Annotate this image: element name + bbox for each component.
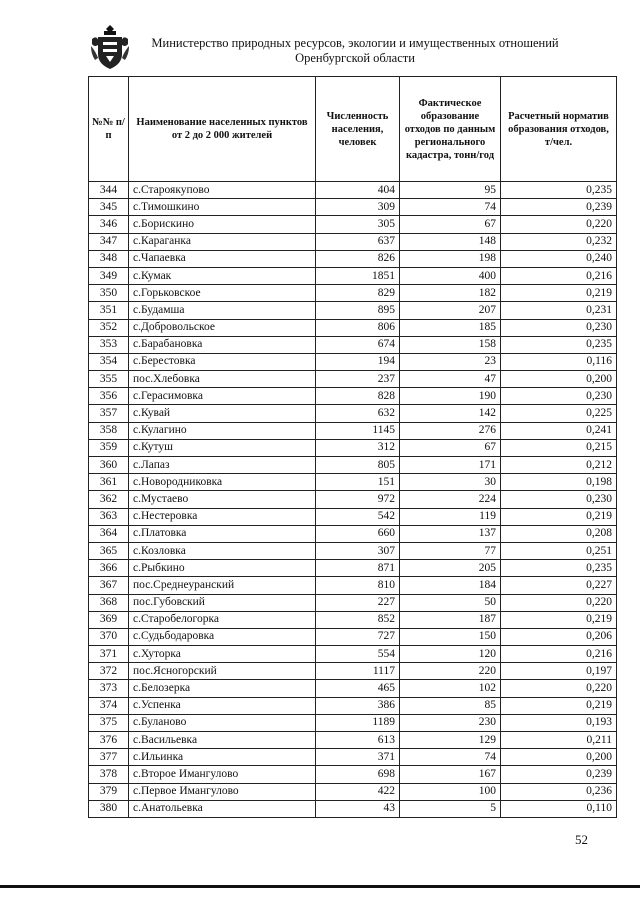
population: 810 (316, 577, 400, 594)
waste-norm: 0,206 (501, 628, 617, 645)
row-number: 375 (89, 714, 129, 731)
settlement-name: с.Барабановка (129, 336, 316, 353)
population: 151 (316, 474, 400, 491)
waste-norm: 0,220 (501, 216, 617, 233)
table-row (89, 766, 617, 783)
population: 727 (316, 628, 400, 645)
settlement-name: с.Караганка (129, 233, 316, 250)
table-row (89, 646, 617, 663)
actual-waste: 67 (400, 439, 501, 456)
actual-waste: 85 (400, 697, 501, 714)
table-row (89, 732, 617, 749)
table-row (89, 353, 617, 370)
row-number: 373 (89, 680, 129, 697)
waste-norms-table (88, 76, 617, 818)
row-number: 351 (89, 302, 129, 319)
settlement-name: с.Старобелогорка (129, 611, 316, 628)
waste-norm: 0,219 (501, 611, 617, 628)
table-row (89, 783, 617, 800)
actual-waste: 150 (400, 628, 501, 645)
waste-norm: 0,241 (501, 422, 617, 439)
table-row (89, 525, 617, 542)
waste-norm: 0,235 (501, 560, 617, 577)
waste-norm: 0,235 (501, 336, 617, 353)
population: 309 (316, 199, 400, 216)
waste-norm: 0,230 (501, 388, 617, 405)
waste-norm: 0,251 (501, 542, 617, 559)
row-number: 361 (89, 474, 129, 491)
waste-norm: 0,232 (501, 233, 617, 250)
population: 422 (316, 783, 400, 800)
settlement-name: с.Лапаз (129, 457, 316, 474)
waste-norm: 0,116 (501, 353, 617, 370)
actual-waste: 171 (400, 457, 501, 474)
row-number: 365 (89, 542, 129, 559)
row-number: 350 (89, 285, 129, 302)
table-row (89, 371, 617, 388)
waste-norm: 0,240 (501, 250, 617, 267)
table-row (89, 680, 617, 697)
waste-norm: 0,110 (501, 800, 617, 817)
population: 1117 (316, 663, 400, 680)
row-number: 380 (89, 800, 129, 817)
settlement-name: с.Будамша (129, 302, 316, 319)
settlement-name: с.Новородниковка (129, 474, 316, 491)
table-row (89, 474, 617, 491)
row-number: 352 (89, 319, 129, 336)
settlement-name: с.Староякупово (129, 182, 316, 199)
waste-norm: 0,220 (501, 594, 617, 611)
actual-waste: 185 (400, 319, 501, 336)
row-number: 374 (89, 697, 129, 714)
table-row (89, 663, 617, 680)
table-row (89, 697, 617, 714)
waste-norm: 0,219 (501, 697, 617, 714)
population: 305 (316, 216, 400, 233)
settlement-name: с.Добровольское (129, 319, 316, 336)
settlement-name: с.Козловка (129, 542, 316, 559)
population: 554 (316, 646, 400, 663)
waste-norm: 0,198 (501, 474, 617, 491)
population: 194 (316, 353, 400, 370)
settlement-name: пос.Губовский (129, 594, 316, 611)
table-row (89, 714, 617, 731)
actual-waste: 5 (400, 800, 501, 817)
population: 895 (316, 302, 400, 319)
column-header-actual-waste: Фактическое образование отходов по данным регионального кадастра, тонн/год (400, 77, 501, 182)
settlement-name: с.Мустаево (129, 491, 316, 508)
actual-waste: 276 (400, 422, 501, 439)
population: 826 (316, 250, 400, 267)
waste-norm: 0,220 (501, 680, 617, 697)
settlement-name: с.Кутуш (129, 439, 316, 456)
actual-waste: 187 (400, 611, 501, 628)
table-row (89, 302, 617, 319)
waste-norm: 0,227 (501, 577, 617, 594)
row-number: 360 (89, 457, 129, 474)
population: 227 (316, 594, 400, 611)
settlement-name: с.Герасимовка (129, 388, 316, 405)
settlement-name: с.Тимошкино (129, 199, 316, 216)
settlement-name: с.Васильевка (129, 732, 316, 749)
settlement-name: с.Нестеровка (129, 508, 316, 525)
actual-waste: 158 (400, 336, 501, 353)
population: 542 (316, 508, 400, 525)
settlement-name: с.Чапаевка (129, 250, 316, 267)
row-number: 346 (89, 216, 129, 233)
settlement-name: с.Буланово (129, 714, 316, 731)
actual-waste: 95 (400, 182, 501, 199)
actual-waste: 167 (400, 766, 501, 783)
table-row (89, 216, 617, 233)
waste-norm: 0,219 (501, 285, 617, 302)
population: 465 (316, 680, 400, 697)
population: 1189 (316, 714, 400, 731)
actual-waste: 224 (400, 491, 501, 508)
population: 307 (316, 542, 400, 559)
settlement-name: с.Рыбкино (129, 560, 316, 577)
header-line-1: Министерство природных ресурсов, экологии и имущественных отношений (151, 36, 559, 50)
row-number: 349 (89, 267, 129, 284)
settlement-name: с.Успенка (129, 697, 316, 714)
row-number: 372 (89, 663, 129, 680)
row-number: 369 (89, 611, 129, 628)
settlement-name: с.Второе Имангулово (129, 766, 316, 783)
waste-norm: 0,231 (501, 302, 617, 319)
actual-waste: 184 (400, 577, 501, 594)
actual-waste: 230 (400, 714, 501, 731)
waste-norm: 0,236 (501, 783, 617, 800)
table-row (89, 182, 617, 199)
row-number: 348 (89, 250, 129, 267)
row-number: 364 (89, 525, 129, 542)
waste-norm: 0,211 (501, 732, 617, 749)
actual-waste: 23 (400, 353, 501, 370)
table-row (89, 267, 617, 284)
population: 637 (316, 233, 400, 250)
population: 852 (316, 611, 400, 628)
column-header-norm: Расчетный норматив образования отходов, т/чел. (501, 77, 617, 182)
settlement-name: с.Судьбодаровка (129, 628, 316, 645)
bottom-divider (0, 885, 640, 888)
actual-waste: 120 (400, 646, 501, 663)
table-row (89, 577, 617, 594)
population: 371 (316, 749, 400, 766)
settlement-name: пос.Среднеуранский (129, 577, 316, 594)
settlement-name: с.Платовка (129, 525, 316, 542)
waste-norm: 0,239 (501, 199, 617, 216)
population: 806 (316, 319, 400, 336)
population: 674 (316, 336, 400, 353)
column-header-population: Численность населения, человек (316, 77, 400, 182)
row-number: 344 (89, 182, 129, 199)
settlement-name: с.Белозерка (129, 680, 316, 697)
table-row (89, 800, 617, 817)
actual-waste: 100 (400, 783, 501, 800)
waste-norm: 0,219 (501, 508, 617, 525)
table-row (89, 594, 617, 611)
population: 312 (316, 439, 400, 456)
actual-waste: 182 (400, 285, 501, 302)
actual-waste: 205 (400, 560, 501, 577)
column-header-number: №№ п/п (89, 77, 129, 182)
settlement-name: с.Ильинка (129, 749, 316, 766)
settlement-name: с.Кулагино (129, 422, 316, 439)
waste-norm: 0,197 (501, 663, 617, 680)
settlement-name: с.Берестовка (129, 353, 316, 370)
settlement-name: с.Анатольевка (129, 800, 316, 817)
table-row (89, 457, 617, 474)
settlement-name: с.Кувай (129, 405, 316, 422)
row-number: 378 (89, 766, 129, 783)
waste-norm: 0,200 (501, 371, 617, 388)
population: 386 (316, 697, 400, 714)
row-number: 379 (89, 783, 129, 800)
table-row (89, 285, 617, 302)
population: 1145 (316, 422, 400, 439)
settlement-name: пос.Хлебовка (129, 371, 316, 388)
row-number: 359 (89, 439, 129, 456)
row-number: 362 (89, 491, 129, 508)
table-row (89, 422, 617, 439)
row-number: 357 (89, 405, 129, 422)
table-header-row (89, 77, 617, 182)
row-number: 345 (89, 199, 129, 216)
actual-waste: 67 (400, 216, 501, 233)
coat-of-arms-icon (89, 24, 131, 70)
actual-waste: 137 (400, 525, 501, 542)
population: 829 (316, 285, 400, 302)
table-row (89, 388, 617, 405)
table-row (89, 611, 617, 628)
row-number: 367 (89, 577, 129, 594)
population: 972 (316, 491, 400, 508)
population: 871 (316, 560, 400, 577)
column-header-settlement: Наименование населенных пунктов от 2 до 2 000 жителей (129, 77, 316, 182)
row-number: 371 (89, 646, 129, 663)
table-row (89, 439, 617, 456)
row-number: 366 (89, 560, 129, 577)
waste-norm: 0,193 (501, 714, 617, 731)
population: 660 (316, 525, 400, 542)
row-number: 376 (89, 732, 129, 749)
actual-waste: 148 (400, 233, 501, 250)
actual-waste: 47 (400, 371, 501, 388)
table-row (89, 250, 617, 267)
settlement-name: с.Горьковское (129, 285, 316, 302)
waste-norm: 0,235 (501, 182, 617, 199)
waste-norm: 0,212 (501, 457, 617, 474)
row-number: 353 (89, 336, 129, 353)
population: 698 (316, 766, 400, 783)
actual-waste: 220 (400, 663, 501, 680)
table-row (89, 233, 617, 250)
settlement-name: с.Кумак (129, 267, 316, 284)
population: 404 (316, 182, 400, 199)
settlement-name: с.Борискино (129, 216, 316, 233)
table-row (89, 560, 617, 577)
actual-waste: 74 (400, 749, 501, 766)
row-number: 363 (89, 508, 129, 525)
row-number: 370 (89, 628, 129, 645)
actual-waste: 74 (400, 199, 501, 216)
population: 632 (316, 405, 400, 422)
row-number: 377 (89, 749, 129, 766)
actual-waste: 142 (400, 405, 501, 422)
page-number: 52 (575, 832, 588, 847)
waste-norm: 0,208 (501, 525, 617, 542)
row-number: 368 (89, 594, 129, 611)
actual-waste: 77 (400, 542, 501, 559)
header-line-2: Оренбургской области (295, 51, 415, 65)
waste-norm: 0,230 (501, 319, 617, 336)
waste-norm: 0,239 (501, 766, 617, 783)
table-row (89, 542, 617, 559)
population: 805 (316, 457, 400, 474)
population: 828 (316, 388, 400, 405)
waste-norm: 0,215 (501, 439, 617, 456)
row-number: 347 (89, 233, 129, 250)
table-row (89, 508, 617, 525)
population: 613 (316, 732, 400, 749)
ministry-header (140, 36, 570, 66)
population: 1851 (316, 267, 400, 284)
row-number: 358 (89, 422, 129, 439)
settlement-name: с.Хуторка (129, 646, 316, 663)
table-row (89, 491, 617, 508)
waste-norm: 0,230 (501, 491, 617, 508)
row-number: 354 (89, 353, 129, 370)
table-row (89, 405, 617, 422)
population: 237 (316, 371, 400, 388)
table-row (89, 336, 617, 353)
population: 43 (316, 800, 400, 817)
settlement-name: пос.Ясногорский (129, 663, 316, 680)
waste-norm: 0,225 (501, 405, 617, 422)
settlement-name: с.Первое Имангулово (129, 783, 316, 800)
actual-waste: 119 (400, 508, 501, 525)
table-row (89, 199, 617, 216)
row-number: 355 (89, 371, 129, 388)
actual-waste: 198 (400, 250, 501, 267)
actual-waste: 50 (400, 594, 501, 611)
waste-norm: 0,216 (501, 267, 617, 284)
table-row (89, 319, 617, 336)
actual-waste: 190 (400, 388, 501, 405)
table-row (89, 628, 617, 645)
actual-waste: 207 (400, 302, 501, 319)
waste-norm: 0,200 (501, 749, 617, 766)
actual-waste: 102 (400, 680, 501, 697)
table-row (89, 749, 617, 766)
actual-waste: 400 (400, 267, 501, 284)
waste-norm: 0,216 (501, 646, 617, 663)
actual-waste: 30 (400, 474, 501, 491)
actual-waste: 129 (400, 732, 501, 749)
row-number: 356 (89, 388, 129, 405)
